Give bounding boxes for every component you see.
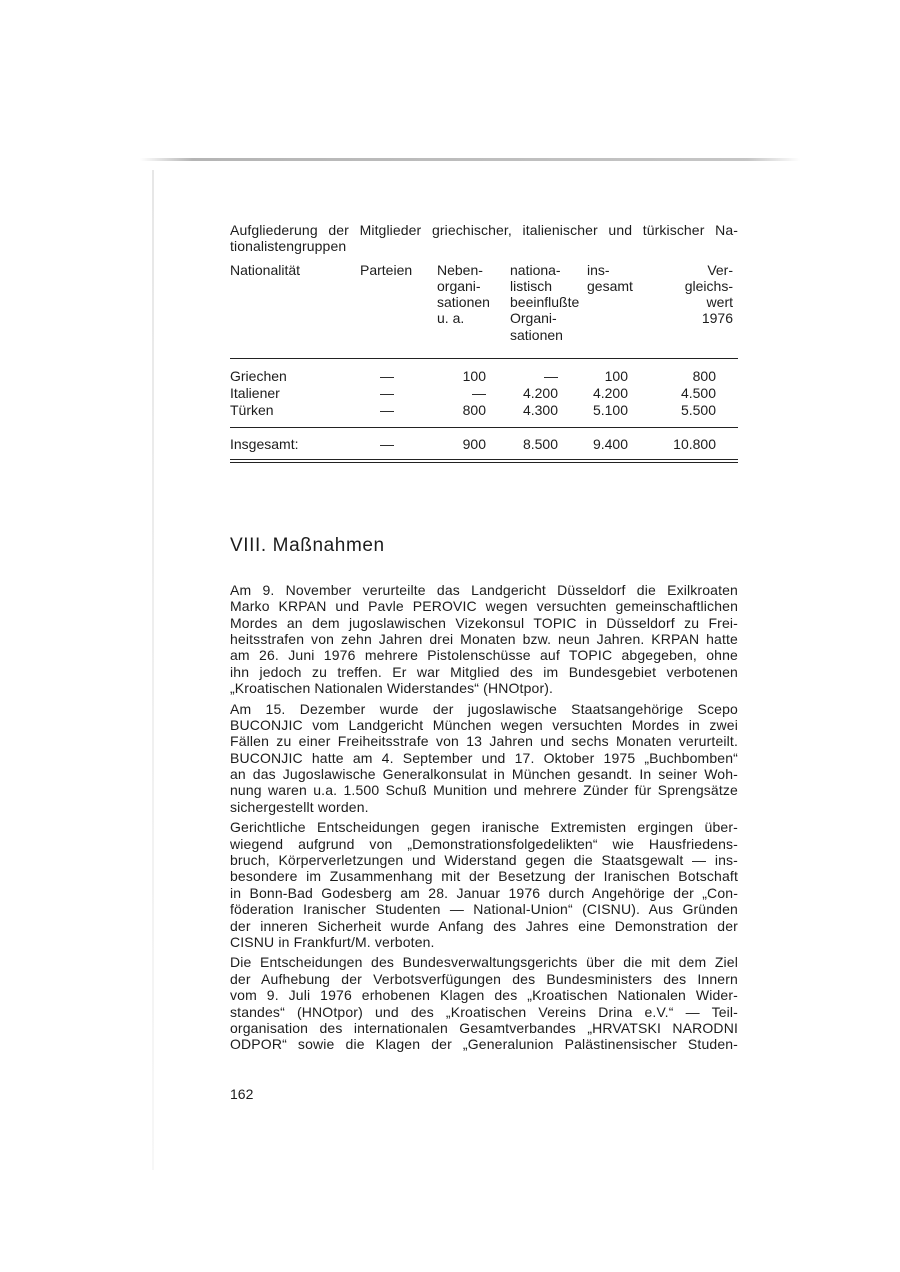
cell-neben: 100 [462,367,486,384]
cell-neben: 800 [462,401,486,418]
header-insgesamt: ins- gesamt [587,261,633,294]
table-total-row [230,436,738,453]
table-caption [230,222,738,255]
section-heading: VIII. Maßnahmen [230,534,385,556]
paragraph-line: besondere im Zusammenhang mit der Besetzung der Iranischen Botschaft [230,868,738,885]
paragraph-line: Marko KRPAN und Pavle PEROVIC wegen versuchten gemeinschaftlichen [230,598,738,615]
caption-line: Aufgliederung der Mitglieder griechischer, italienischer und türkischer Na- [230,222,738,238]
paragraph-line: föderation Iranischer Studenten — National-Union“ (CISNU). Aus Gründen [230,901,738,918]
paragraph-line: der Aufhebung der Verbotsverfügungen des Bundesministers des Innern [230,970,738,987]
header-nebenorganisationen: Neben- organi- sationen u. a. [437,261,490,327]
header-nationalistisch: nationa- listisch beeinflußte Organi- sationen [510,261,580,343]
total-parteien: — [380,435,394,452]
paragraph [230,954,738,1052]
paragraph-line: sichergestellt worden. [230,798,369,815]
caption-line: tionalistengruppen [230,238,347,255]
cell-vergleichswert: 4.500 [680,384,716,401]
page-number: 162 [230,1086,254,1102]
cell-nationalistisch: 4.300 [522,401,558,418]
document-page [230,222,738,1057]
table-double-rule [230,459,738,463]
total-neben: 900 [462,435,486,452]
cell-insgesamt: 4.200 [592,384,628,401]
cell-insgesamt: 5.100 [592,401,628,418]
table-row [230,385,738,402]
paragraph-line: standes“ (HNOtpor) und des „Kroatischen Vereins Drina e.V.“ — Teil- [230,1003,738,1020]
cell-parteien: — [380,401,394,418]
table-header [230,262,738,346]
paragraph-line: BUCONJIC hatte am 4. September und 17. Oktober 1975 „Buchbomben“ [230,749,738,766]
paragraph-line: ihn jedoch zu treffen. Er war Mitglied des im Bundesgebiet verbotenen [230,663,738,680]
cell-insgesamt: 100 [604,367,628,384]
paragraph [230,701,738,816]
total-label: Insgesamt: [230,435,299,452]
paragraph-line: am 26. Juni 1976 mehrere Pistolenschüsse auf TOPIC abgegeben, ohne [230,647,738,664]
cell-parteien: — [380,384,394,401]
paragraph [230,582,738,697]
paragraph-line: an das Jugoslawische Generalkonsulat in München gesandt. In seiner Woh- [230,766,738,783]
paragraph-line: Gerichtliche Entscheidungen gegen iranische Extremisten ergingen über- [230,819,738,836]
cell-nationalistisch: 4.200 [522,384,558,401]
header-parteien: Parteien [360,261,413,278]
paragraph-line: in Bonn-Bad Godesberg am 28. Januar 1976 durch Angehörige der „Con- [230,884,738,901]
table-rule [230,427,738,428]
paragraph-line: wiegend aufgrund von „Demonstrationsfolgedelikten“ wie Hausfriedens- [230,835,738,852]
paragraph-line: Mordes an dem jugoslawischen Vizekonsul TOPIC in Düsseldorf zu Frei- [230,614,738,631]
paragraph-line: Am 15. Dezember wurde der jugoslawische Staatsangehörige Scepo [230,700,738,717]
cell-vergleichswert: 800 [692,367,716,384]
paragraph-line: CISNU in Frankfurt/M. verboten. [230,933,435,950]
paragraph-line: heitsstrafen von zehn Jahren drei Monaten bzw. neun Jahren. KRPAN hatte [230,630,738,647]
membership-table [230,262,738,463]
table-row [230,368,738,385]
paragraph-line: BUCONJIC vom Landgericht München wegen versuchten Mordes in zwei [230,716,738,733]
cell-parteien: — [380,367,394,384]
paragraph-line: bruch, Körperverletzungen und Widerstand gegen die Staatsgewalt — ins- [230,852,738,869]
total-insgesamt: 9.400 [592,435,628,452]
paragraph-line: vom 9. Juli 1976 erhobenen Klagen des „Kroatischen Nationalen Wider- [230,987,738,1004]
table-row [230,402,738,419]
scan-edge-left [152,170,154,1170]
cell-neben: — [472,384,486,401]
header-nationalitaet: Nationalität [230,261,301,278]
cell-nationalistisch: — [544,367,558,384]
paragraph-line: Die Entscheidungen des Bundesverwaltungsgerichts über die mit dem Ziel [230,954,738,971]
paragraph-line: „Kroatischen Nationalen Widerstandes“ (HNOtpor). [230,680,554,697]
paragraph-line: Fällen zu einer Freiheitsstrafe von 13 Jahren und sechs Monaten verurteilt. [230,733,738,750]
paragraph-line: ODPOR“ sowie die Klagen der „Generalunion Palästinensischer Studen- [230,1036,738,1053]
total-vergleichswert: 10.800 [673,435,716,452]
table-body [230,359,738,427]
header-vergleichswert: Ver- gleichs- wert 1976 [684,261,733,327]
cell-vergleichswert: 5.500 [680,401,716,418]
total-nationalistisch: 8.500 [522,435,558,452]
row-label: Griechen [230,367,287,384]
row-label: Türken [230,401,274,418]
row-label: Italiener [230,384,280,401]
paragraph-line: organisation des internationalen Gesamtverbandes „HRVATSKI NARODNI [230,1019,738,1036]
paragraph [230,819,738,950]
paragraph-line: nung waren u.a. 1.500 Schuß Munition und mehrere Zünder für Sprengsätze [230,782,738,799]
scan-edge-top [140,158,800,161]
paragraph-line: der inneren Sicherheit wurde Anfang des Jahres eine Demonstration der [230,917,738,934]
paragraph-line: Am 9. November verurteilte das Landgericht Düsseldorf die Exilkroaten [230,581,738,598]
